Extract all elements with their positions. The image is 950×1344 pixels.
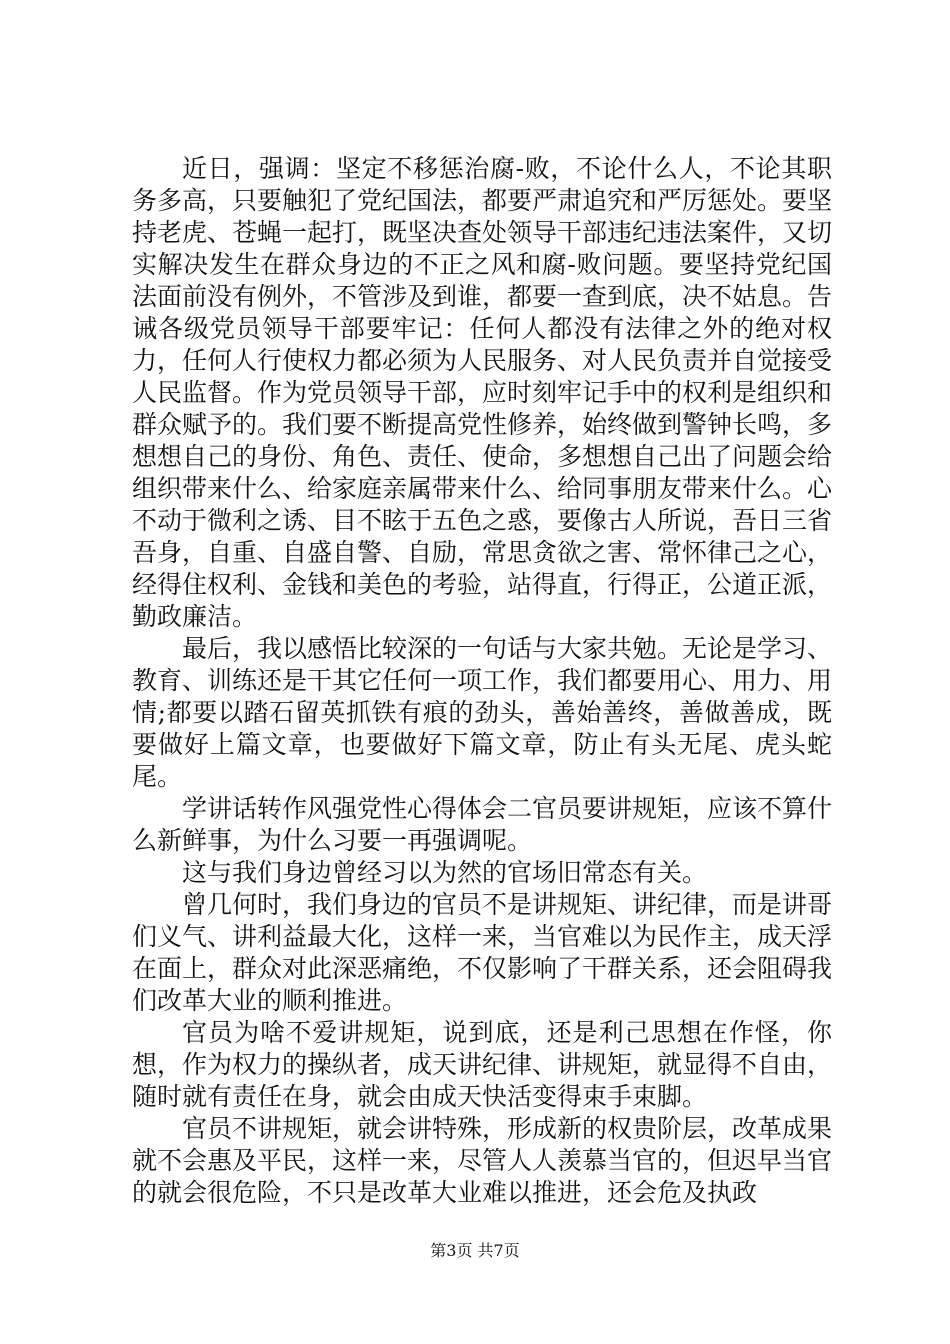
document-body (132, 153, 832, 1209)
paragraph: 最后，我以感悟比较深的一句话与大家共勉。无论是学习、教育、训练还是干其它任何一项工作，我们都要用心、用力、用情;都要以踏石留英抓铁有痕的劲头，善始善终，善做善成，既要做好上篇文章，也要做好下篇文章，防止有头无尾、虎头蛇尾。 (132, 634, 833, 791)
paragraph: 学讲话转作风强党性心得体会二官员要讲规矩，应该不算什么新鲜事，为什么习要一再强调呢。 (132, 794, 833, 855)
paragraph: 官员为啥不爱讲规矩，说到底，还是利己思想在作怪，你想，作为权力的操纵者，成天讲纪律、讲规矩，就显得不自由，随时就有责任在身，就会由成天快活变得束手束脚。 (132, 1018, 833, 1111)
paragraph: 曾几何时，我们身边的官员不是讲规矩、讲纪律，而是讲哥们义气、讲利益最大化，这样一来，当官难以为民作主，成天浮在面上，群众对此深恶痛绝，不仅影响了干群关系，还会阻碍我们改革大业的顺利推进。 (132, 890, 833, 1015)
paragraph: 近日，强调：坚定不移惩治腐-败，不论什么人，不论其职务多高，只要触犯了党纪国法，都要严肃追究和严厉惩处。要坚持老虎、苍蝇一起打，既坚决查处领导干部违纪违法案件，又切实解决发生在群众身边的不正之风和腐-败问题。要坚持党纪国法面前没有例外，不管涉及到谁，都要一查到底，决不姑息。告诫各级党员领导干部要牢记：任何人都没有法律之外的绝对权力，任何人行使权力都必须为人民服务、对人民负责并自觉接受人民监督。作为党员领导干部，应时刻牢记手中的权利是组织和群众赋予的。我们要不断提高党性修养，始终做到警钟长鸣，多想想自己的身份、角色、责任、使命，多想想自己出了问题会给组织带来什么、给家庭亲属带来什么、给同事朋友带来什么。心不动于微利之诱、目不眩于五色之惑，要像古人所说，吾日三省吾身，自重、自盛自警、自励，常思贪欲之害、常怀律己之心，经得住权利、金钱和美色的考验，站得直，行得正，公道正派，勤政廉洁。 (132, 154, 833, 631)
paragraph: 这与我们身边曾经习以为然的官场旧常态有关。 (182, 858, 708, 887)
page-number-footer: 第3页 共7页 (430, 1241, 520, 1260)
paragraph: 官员不讲规矩，就会讲特殊，形成新的权贵阶层，改革成果就不会惠及平民，这样一来，尽管人人羡慕当官的，但迟早当官的就会很危险，不只是改革大业难以推进，还会危及执政 (132, 1114, 833, 1207)
